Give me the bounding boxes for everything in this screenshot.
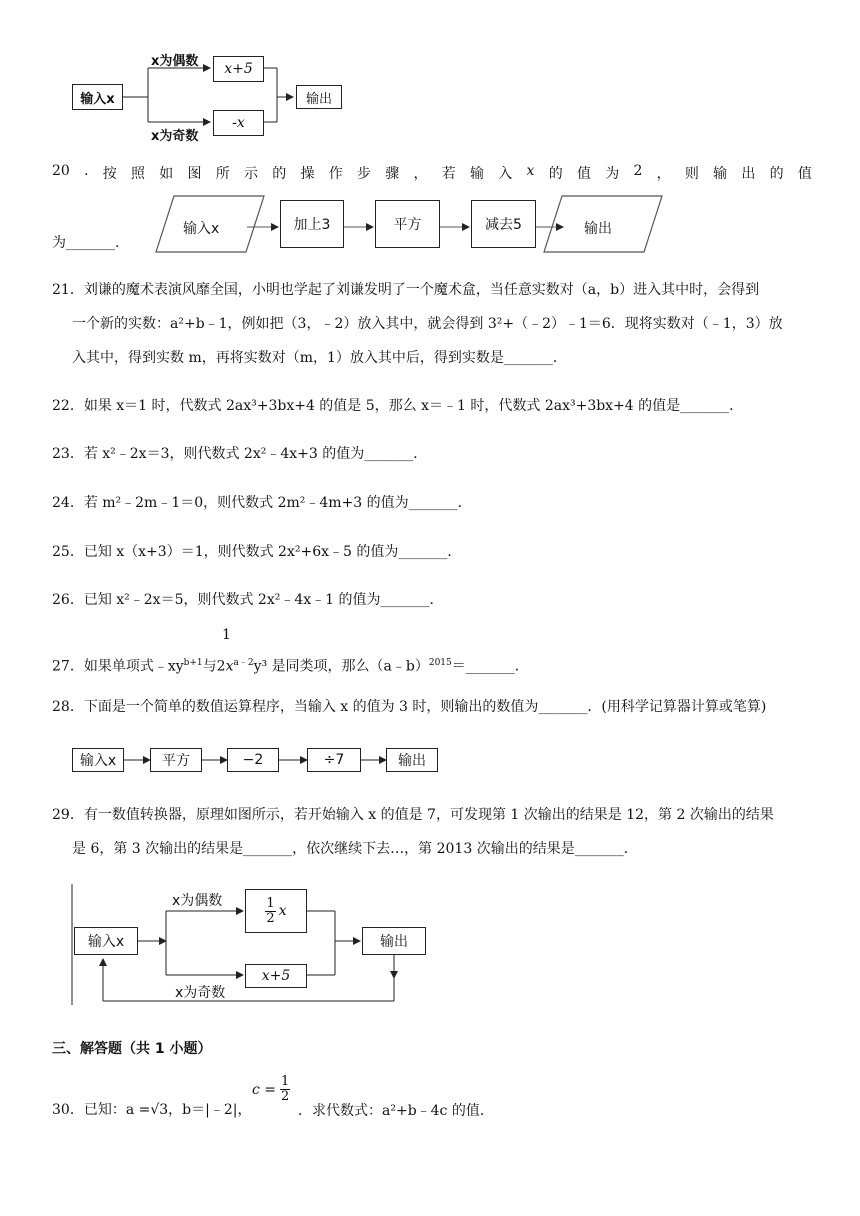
q20-flow-input: 输入x [183,221,220,237]
q20-char: 输 [470,166,485,182]
q20-char: 为 [605,166,620,182]
q27-frac-den: 2 [216,658,226,675]
q20-char: 的 [548,166,563,182]
q20-char: 若 [441,166,456,182]
q20-char: 则 [684,166,699,182]
q20-char: 输 [713,166,728,182]
q29-bottom-box: x+5 [245,964,307,988]
q21-line2: 一个新的实数：a²+b﹣1，例如把（3，﹣2）放入其中，就会得到 3²+（﹣2）﹣1＝6．现将实数对（﹣1，3）放 [72,316,783,332]
q28-flow-output: 输出 [386,748,438,772]
q20-char: 操 [300,166,315,182]
q20-char: 图 [187,166,202,182]
q21-line1: 21．刘谦的魔术表演风靡全国，小明也学起了刘谦发明了一个魔术盒，当任意实数对（a，b）进入其中时，会得到 [52,282,760,298]
q27-frac-num: 1 [222,627,231,643]
q20-flow-output: 输出 [584,221,612,237]
q23-text: 23．若 x²﹣2x＝3，则代数式 2x²﹣4x+3 的值为_______． [52,446,428,462]
q20-char: 示 [244,166,259,182]
q29-input-box: 输入x [74,927,138,955]
q28-flow-input: 输入x [72,748,124,772]
q29-output-box: 输出 [362,927,426,955]
q27-text: 27．如果单项式$﹣xy^{b+1}$与$2x^{a﹣2}y^3$ 是同类项，那么（a﹣b）$^{2015}$＝_______． [52,658,529,675]
q20-char: 步 [357,166,372,182]
q20-char: ， [656,166,671,182]
q28-text: 28．下面是一个简单的数值运算程序，当输入 x 的值为 3 时，则输出的数值为_______．(用科学记算器计算或笔算) [52,699,767,715]
q28-flow-square: 平方 [150,748,202,772]
q29-top-box: $\frac{1}{2}$ x [245,889,307,933]
q20-char: 2 [633,163,643,179]
q20-char: 按 [102,166,117,182]
q20-char: 值 [797,166,812,182]
section-heading: 三、解答题（共 1 小题） [52,1041,212,1057]
q20-char: 20 [52,163,70,179]
q25-text: 25．已知 x（x+3）＝1，则代数式 2x²+6x﹣5 的值为_______． [52,544,462,560]
d19-input-box: 输入x [72,84,123,110]
q22-text: 22．如果 x＝1 时，代数式 2ax³+3bx+4 的值是 5，那么 x＝﹣1 时，代数式 2ax³+3bx+4 的值是_______． [52,398,744,414]
q20-char: 骤 [385,166,400,182]
q30-c-expr: c = $\frac{1}{2}$ [252,1074,290,1104]
q26-text: 26．已知 x²﹣2x＝5，则代数式 2x²﹣4x﹣1 的值为_______． [52,592,444,608]
q28-flow-minus2: −2 [227,748,279,772]
d19-top-box: x+5 [213,56,264,82]
q20-flow-square: 平方 [375,200,440,248]
q20-char: ， [413,166,428,182]
q29-even-label: x为偶数 [172,893,223,909]
q20-char: 如 [159,166,174,182]
q20-char: . [84,163,89,179]
q20-char: 的 [769,166,784,182]
q20-char: 作 [328,166,343,182]
q20-char: x [526,163,535,179]
q29-odd-label: x为奇数 [175,985,226,1001]
d19-even-label: x为偶数 [151,54,199,69]
q30-text: 30．已知：a =√3，b＝|﹣2|， [52,1102,252,1118]
q29-line1: 29．有一数值转换器，原理如图所示，若开始输入 x 的值是 7，可发现第 1 次输出的结果是 12，第 2 次输出的结果 [52,807,774,823]
q29-line2: 是 6，第 3 次输出的结果是_______，依次继续下去…，第 2013 次输出的结果是_______． [72,841,638,857]
q20-flow-add3: 加上3 [280,200,344,248]
q20-char: 出 [741,166,756,182]
q20-char: 值 [576,166,591,182]
q20-line1 [52,163,812,183]
q20-char: 所 [215,166,230,182]
q20-flow-minus5: 减去5 [471,200,536,248]
q30-tail: ．求代数式：a²+b﹣4c 的值． [298,1103,494,1119]
d19-bottom-box: -x [213,110,264,136]
q20-char: 的 [272,166,287,182]
q20-char: 照 [131,166,146,182]
d19-odd-label: x为奇数 [151,129,199,144]
q20-line2: 为_______. [52,235,120,251]
d19-output-box: 输出 [296,85,342,109]
q24-text: 24．若 m²﹣2m﹣1＝0，则代数式 2m²﹣4m+3 的值为_______． [52,495,472,511]
q21-line3: 入其中，得到实数 m，再将实数对（m，1）放入其中后，得到实数是_______． [72,350,567,366]
q28-flow-div7: ÷7 [307,748,361,772]
q20-char: 入 [498,166,513,182]
